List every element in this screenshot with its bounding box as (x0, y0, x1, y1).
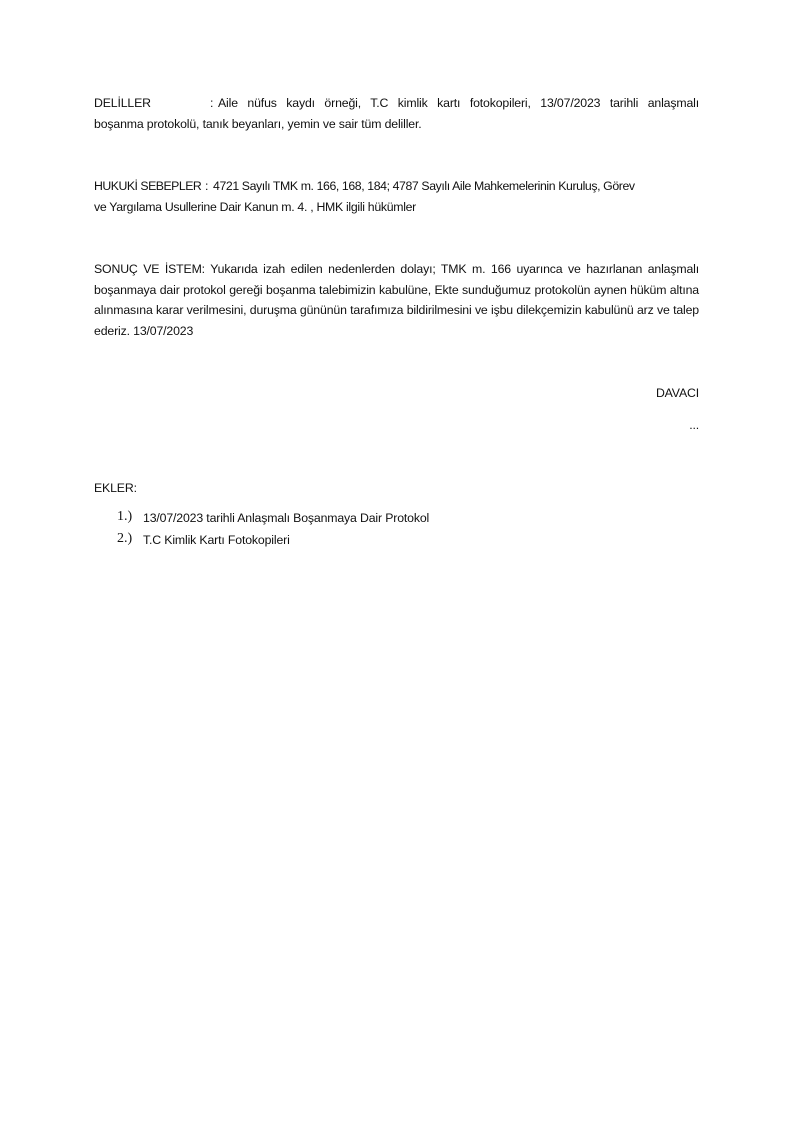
legal-grounds-separator: : (205, 179, 209, 193)
list-text: 13/07/2023 tarihli Anlaşmalı Boşanmaya Dair Protokol (143, 511, 430, 525)
attachments-label: EKLER: (94, 481, 137, 495)
evidence-text-line2: boşanma protokolü, tanık beyanları, yemin ve sair tüm deliller. (94, 117, 422, 131)
evidence-text-line1: Aile nüfus kaydı örneği, T.C kimlik kartı fotokopileri, 13/07/2023 tarihli anlaşmalı (218, 96, 699, 110)
list-number: 2.) (117, 531, 133, 546)
conclusion-section (94, 259, 699, 342)
legal-grounds-label: HUKUKİ SEBEPLER (94, 179, 202, 193)
list-number: 1.) (117, 509, 133, 524)
plaintiff-name: ... (689, 418, 699, 432)
plaintiff-label: DAVACI (655, 386, 699, 400)
conclusion-text: Yukarıda izah edilen nedenlerden dolayı; TMK m. 166 uyarınca ve hazırlanan anlaşmalı boşanmaya dair protokol gereği boşanma talebimizin kabulüne, Ekte sunduğumuz protokolün aynen hüküm altına alınmasına karar verilmesini, duruşma gününün tarafımıza bildirilmesini ve işbu dilekçemizin kabulünü arz ve talep ederiz. 13/07/2023 (94, 262, 699, 339)
conclusion-label: SONUÇ VE İSTEM: (94, 262, 205, 276)
evidence-separator: : (210, 96, 214, 110)
list-text: T.C Kimlik Kartı Fotokopileri (143, 533, 290, 547)
legal-grounds-text-line1: 4721 Sayılı TMK m. 166, 168, 184; 4787 Sayılı Aile Mahkemelerinin Kuruluş, Görev (213, 179, 635, 193)
evidence-label: DELİLLER (94, 96, 151, 110)
legal-grounds-text-line2: ve Yargılama Usullerine Dair Kanun m. 4. , HMK ilgili hükümler (94, 200, 416, 214)
